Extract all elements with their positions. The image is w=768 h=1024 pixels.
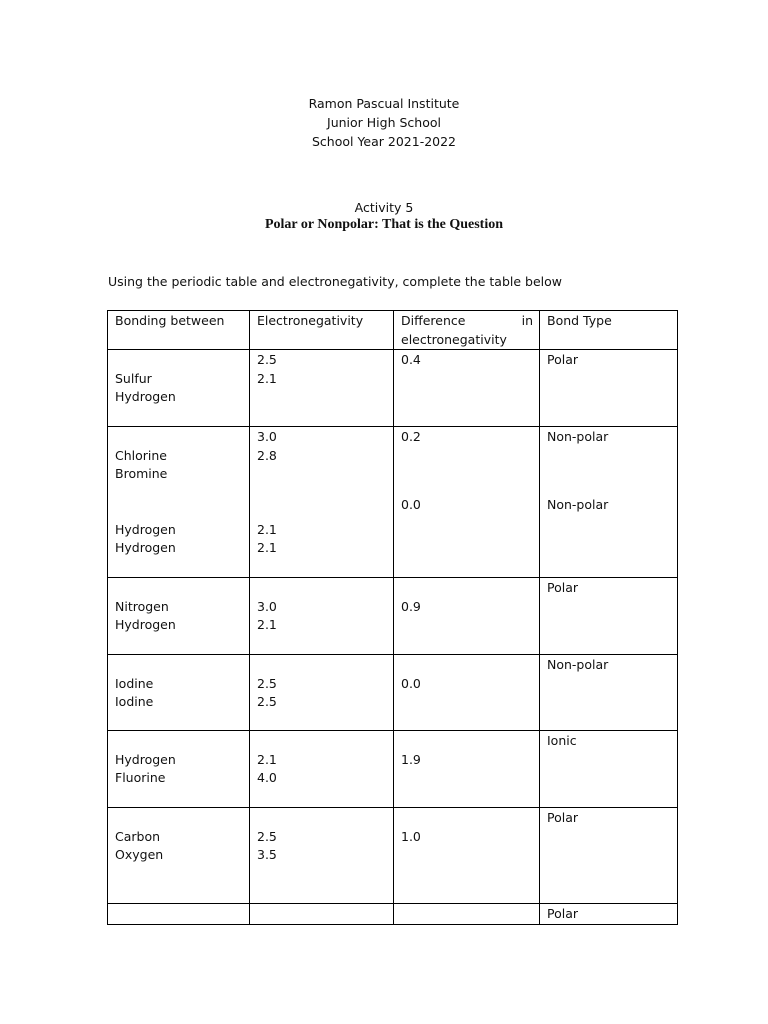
table-header-row — [108, 311, 678, 350]
electronegativity-cell — [250, 808, 394, 904]
difference-value: 1.0 — [401, 828, 421, 844]
table-row — [108, 350, 678, 427]
electronegativity-value: 2.1 — [257, 521, 277, 537]
table-row — [108, 904, 678, 925]
electronegativity-table — [107, 310, 678, 925]
electronegativity-value: 4.0 — [257, 770, 277, 785]
table-row — [108, 808, 678, 904]
bonding-cell — [108, 655, 250, 731]
bond-type-value: Ionic — [547, 733, 577, 748]
element-name: Hydrogen — [115, 540, 176, 555]
element-name: Oxygen — [115, 847, 164, 862]
bond-type-value: Polar — [547, 810, 579, 825]
difference-cell — [394, 904, 540, 925]
bond-type-value: Polar — [547, 580, 579, 595]
bonding-cell — [108, 350, 250, 427]
electronegativity-value: 3.5 — [257, 847, 277, 862]
table-row — [108, 731, 678, 808]
difference-value: 0.4 — [401, 352, 421, 367]
bond-type-value: Polar — [547, 352, 579, 367]
header-bonding-between: Bonding between — [108, 311, 250, 350]
element-name: Hydrogen — [115, 389, 176, 404]
electronegativity-value: 2.8 — [257, 447, 277, 463]
electronegativity-cell — [250, 427, 394, 578]
electronegativity-value: 3.0 — [257, 598, 277, 614]
element-name: Fluorine — [115, 770, 166, 785]
instruction-text: Using the periodic table and electronegativity, complete the table below — [108, 274, 562, 289]
header-electronegativity: Electronegativity — [250, 311, 394, 350]
bonding-cell — [108, 904, 250, 925]
element-name: Hydrogen — [115, 617, 176, 632]
difference-cell — [394, 731, 540, 808]
element-name: Sulfur — [115, 370, 152, 386]
element-name: Hydrogen — [115, 751, 176, 767]
bond-type-cell — [540, 350, 678, 427]
electronegativity-value: 2.1 — [257, 751, 277, 767]
element-name: Bromine — [115, 466, 168, 481]
header-difference: Difference in electronegativity — [394, 311, 540, 350]
table-row — [108, 578, 678, 655]
bond-type-value: Non-polar — [547, 657, 609, 672]
difference-value: 0.9 — [401, 598, 421, 614]
header-bond-type: Bond Type — [540, 311, 678, 350]
element-name: Carbon — [115, 828, 161, 844]
bond-type-value: Non-polar — [547, 497, 609, 512]
element-name: Nitrogen — [115, 598, 169, 614]
electronegativity-value: 2.1 — [257, 617, 277, 632]
institution-name: Ramon Pascual Institute — [308, 96, 460, 111]
bonding-cell — [108, 427, 250, 578]
electronegativity-value: 2.1 — [257, 540, 277, 555]
electronegativity-cell — [250, 904, 394, 925]
electronegativity-value: 2.1 — [257, 370, 277, 386]
school-year: School Year 2021-2022 — [311, 134, 457, 149]
electronegativity-value: 3.0 — [257, 429, 277, 444]
document-header — [0, 94, 768, 151]
electronegativity-cell — [250, 578, 394, 655]
table-row — [108, 655, 678, 731]
bond-type-cell — [540, 808, 678, 904]
electronegativity-value: 2.5 — [257, 675, 277, 691]
electronegativity-value: 2.5 — [257, 828, 277, 844]
difference-value: 0.2 — [401, 429, 421, 444]
department-name: Junior High School — [327, 115, 441, 130]
element-name: Hydrogen — [115, 521, 176, 537]
bond-type-value: Non-polar — [547, 429, 609, 444]
bond-type-cell — [540, 904, 678, 925]
electronegativity-cell — [250, 655, 394, 731]
bond-type-value: Polar — [547, 906, 579, 921]
difference-value: 0.0 — [401, 675, 421, 691]
bonding-cell — [108, 808, 250, 904]
difference-cell — [394, 578, 540, 655]
electronegativity-cell — [250, 350, 394, 427]
element-name: Iodine — [115, 675, 154, 691]
electronegativity-cell — [250, 731, 394, 808]
bond-type-cell — [540, 655, 678, 731]
difference-cell — [394, 808, 540, 904]
difference-cell — [394, 655, 540, 731]
activity-number: Activity 5 — [354, 200, 414, 215]
difference-value: 0.0 — [401, 497, 421, 512]
table-row — [108, 427, 678, 578]
bond-type-cell — [540, 578, 678, 655]
difference-cell — [394, 427, 540, 578]
element-name: Chlorine — [115, 447, 167, 463]
element-name: Iodine — [115, 694, 154, 709]
bond-type-cell — [540, 731, 678, 808]
difference-cell — [394, 350, 540, 427]
electronegativity-value: 2.5 — [257, 694, 277, 709]
bonding-cell — [108, 578, 250, 655]
electronegativity-value: 2.5 — [257, 352, 277, 367]
activity-title: Polar or Nonpolar: That is the Question — [264, 217, 504, 232]
bonding-cell — [108, 731, 250, 808]
difference-value: 1.9 — [401, 751, 421, 767]
bond-type-cell — [540, 427, 678, 578]
